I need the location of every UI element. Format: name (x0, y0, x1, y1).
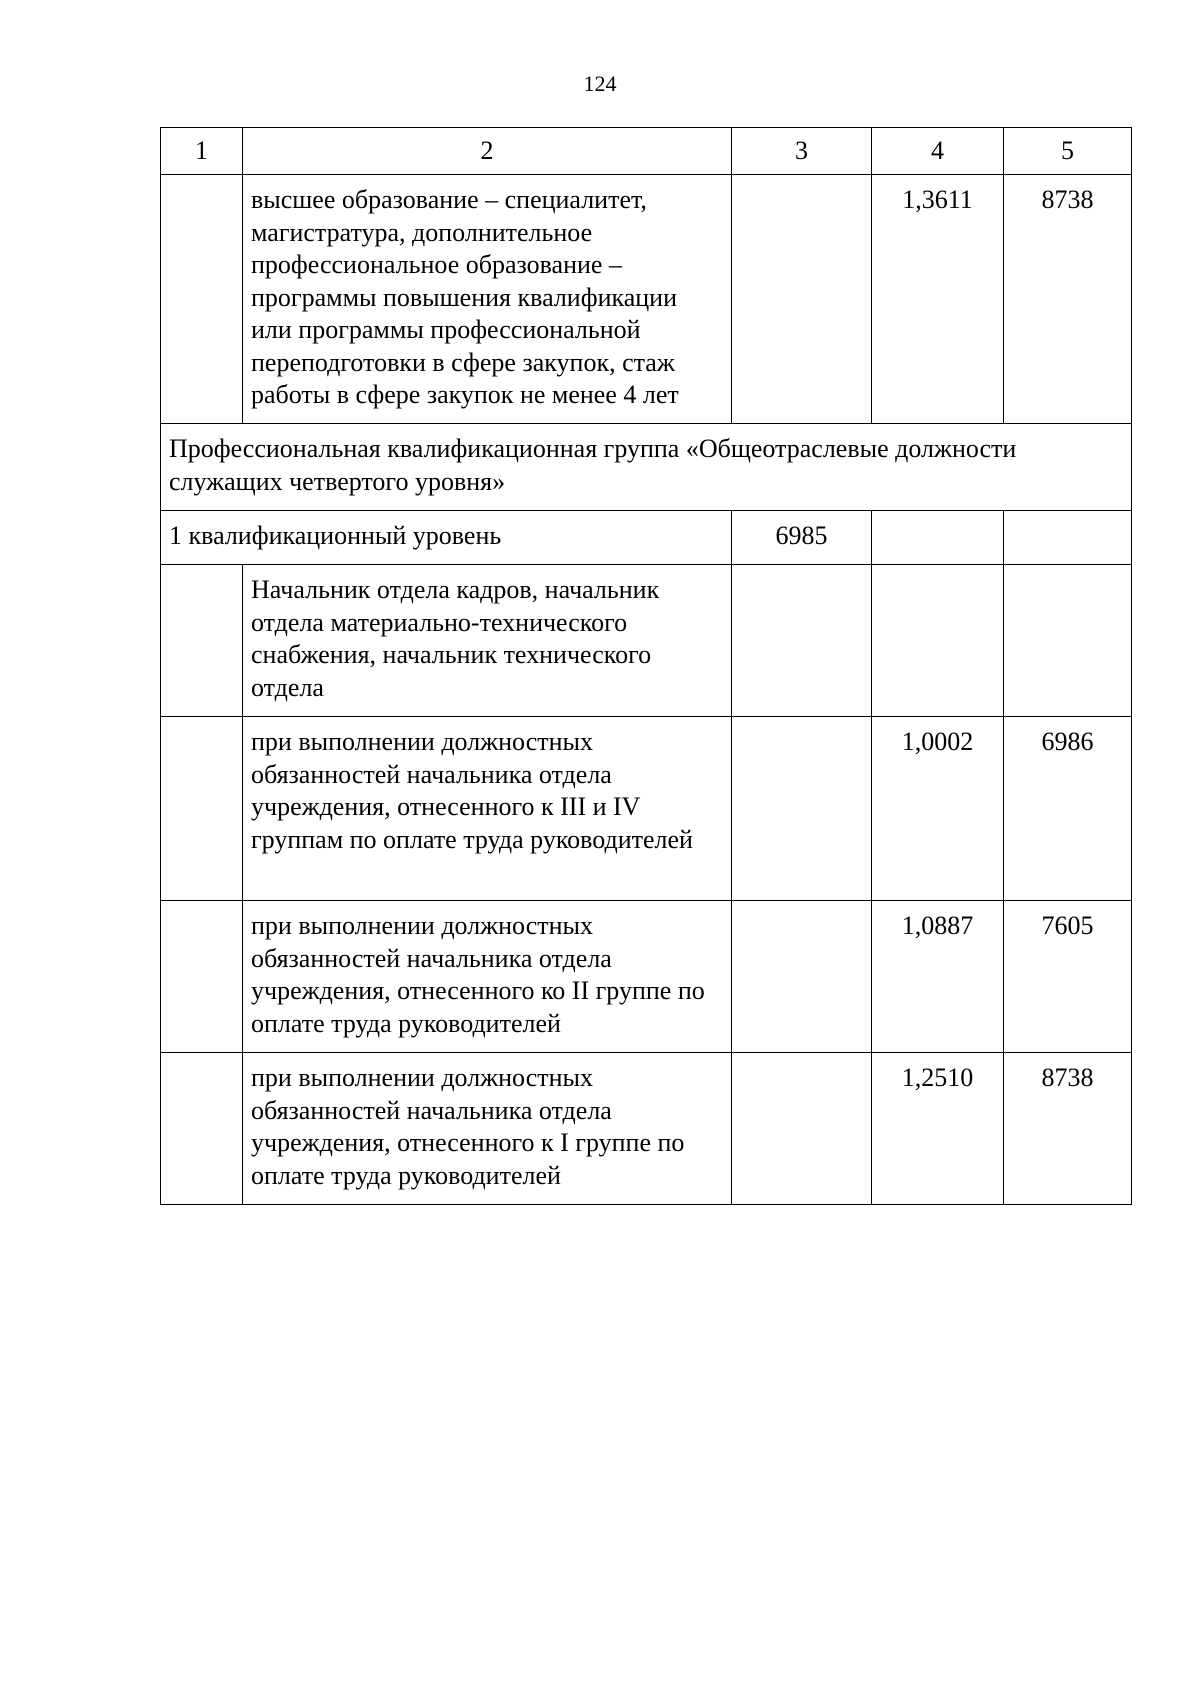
page-number: 124 (583, 71, 617, 96)
cell-base-salary: 6985 (732, 511, 872, 565)
cell-condition-text: при выполнении должностных обязанностей начальника отдела учреждения, отнесенного ко II группе по оплате труда руководителей (243, 901, 732, 1053)
cell-salary: 8738 (1004, 175, 1132, 424)
header-col-5: 5 (1004, 128, 1132, 175)
cell-empty (732, 717, 872, 901)
cell-empty (732, 901, 872, 1053)
cell-empty (161, 175, 243, 424)
header-col-4: 4 (872, 128, 1004, 175)
qualification-level-label: 1 квалификационный уровень (161, 511, 732, 565)
cell-salary: 8738 (1004, 1053, 1132, 1205)
cell-requirement-text: высшее образование – специалитет, магистратура, дополнительное профессиональное образование – программы повышения квалификации или программы профессиональной переподготовки в сфере закупок, стаж работы в сфере закупок не менее 4 лет (243, 175, 732, 424)
cell-empty (732, 175, 872, 424)
cell-salary: 7605 (1004, 901, 1132, 1053)
group-heading: Профессиональная квалификационная группа «Общеотраслевые должности служащих четвертого уровня» (161, 424, 1132, 511)
cell-condition-text: при выполнении должностных обязанностей начальника отдела учреждения, отнесенного к I группе по оплате труда руководителей (243, 1053, 732, 1205)
cell-positions-text: Начальник отдела кадров, начальник отдела материально-технического снабжения, начальник технического отдела (243, 565, 732, 717)
cell-condition-text: при выполнении должностных обязанностей начальника отдела учреждения, отнесенного к III и IV группам по оплате труда руководителей (243, 717, 732, 901)
header-col-3: 3 (732, 128, 872, 175)
header-col-1: 1 (161, 128, 243, 175)
cell-coefficient: 1,0887 (872, 901, 1004, 1053)
cell-empty (161, 901, 243, 1053)
cell-empty (732, 1053, 872, 1205)
cell-empty (161, 717, 243, 901)
table-row-groups-3-4 (161, 717, 1132, 901)
cell-coefficient: 1,0002 (872, 717, 1004, 901)
cell-empty (872, 565, 1004, 717)
cell-salary: 6986 (1004, 717, 1132, 901)
table-header-row (161, 128, 1132, 175)
salary-table (160, 127, 1132, 1205)
cell-coefficient: 1,2510 (872, 1053, 1004, 1205)
table-row-higher-education (161, 175, 1132, 424)
cell-empty (161, 565, 243, 717)
cell-empty (161, 1053, 243, 1205)
table-row-group-1 (161, 1053, 1132, 1205)
cell-empty (1004, 565, 1132, 717)
cell-empty (872, 511, 1004, 565)
header-col-2: 2 (243, 128, 732, 175)
table-row-qualification-level (161, 511, 1132, 565)
cell-empty (1004, 511, 1132, 565)
table-row-group-heading (161, 424, 1132, 511)
cell-empty (732, 565, 872, 717)
table-row-positions (161, 565, 1132, 717)
cell-coefficient: 1,3611 (872, 175, 1004, 424)
table-row-group-2 (161, 901, 1132, 1053)
